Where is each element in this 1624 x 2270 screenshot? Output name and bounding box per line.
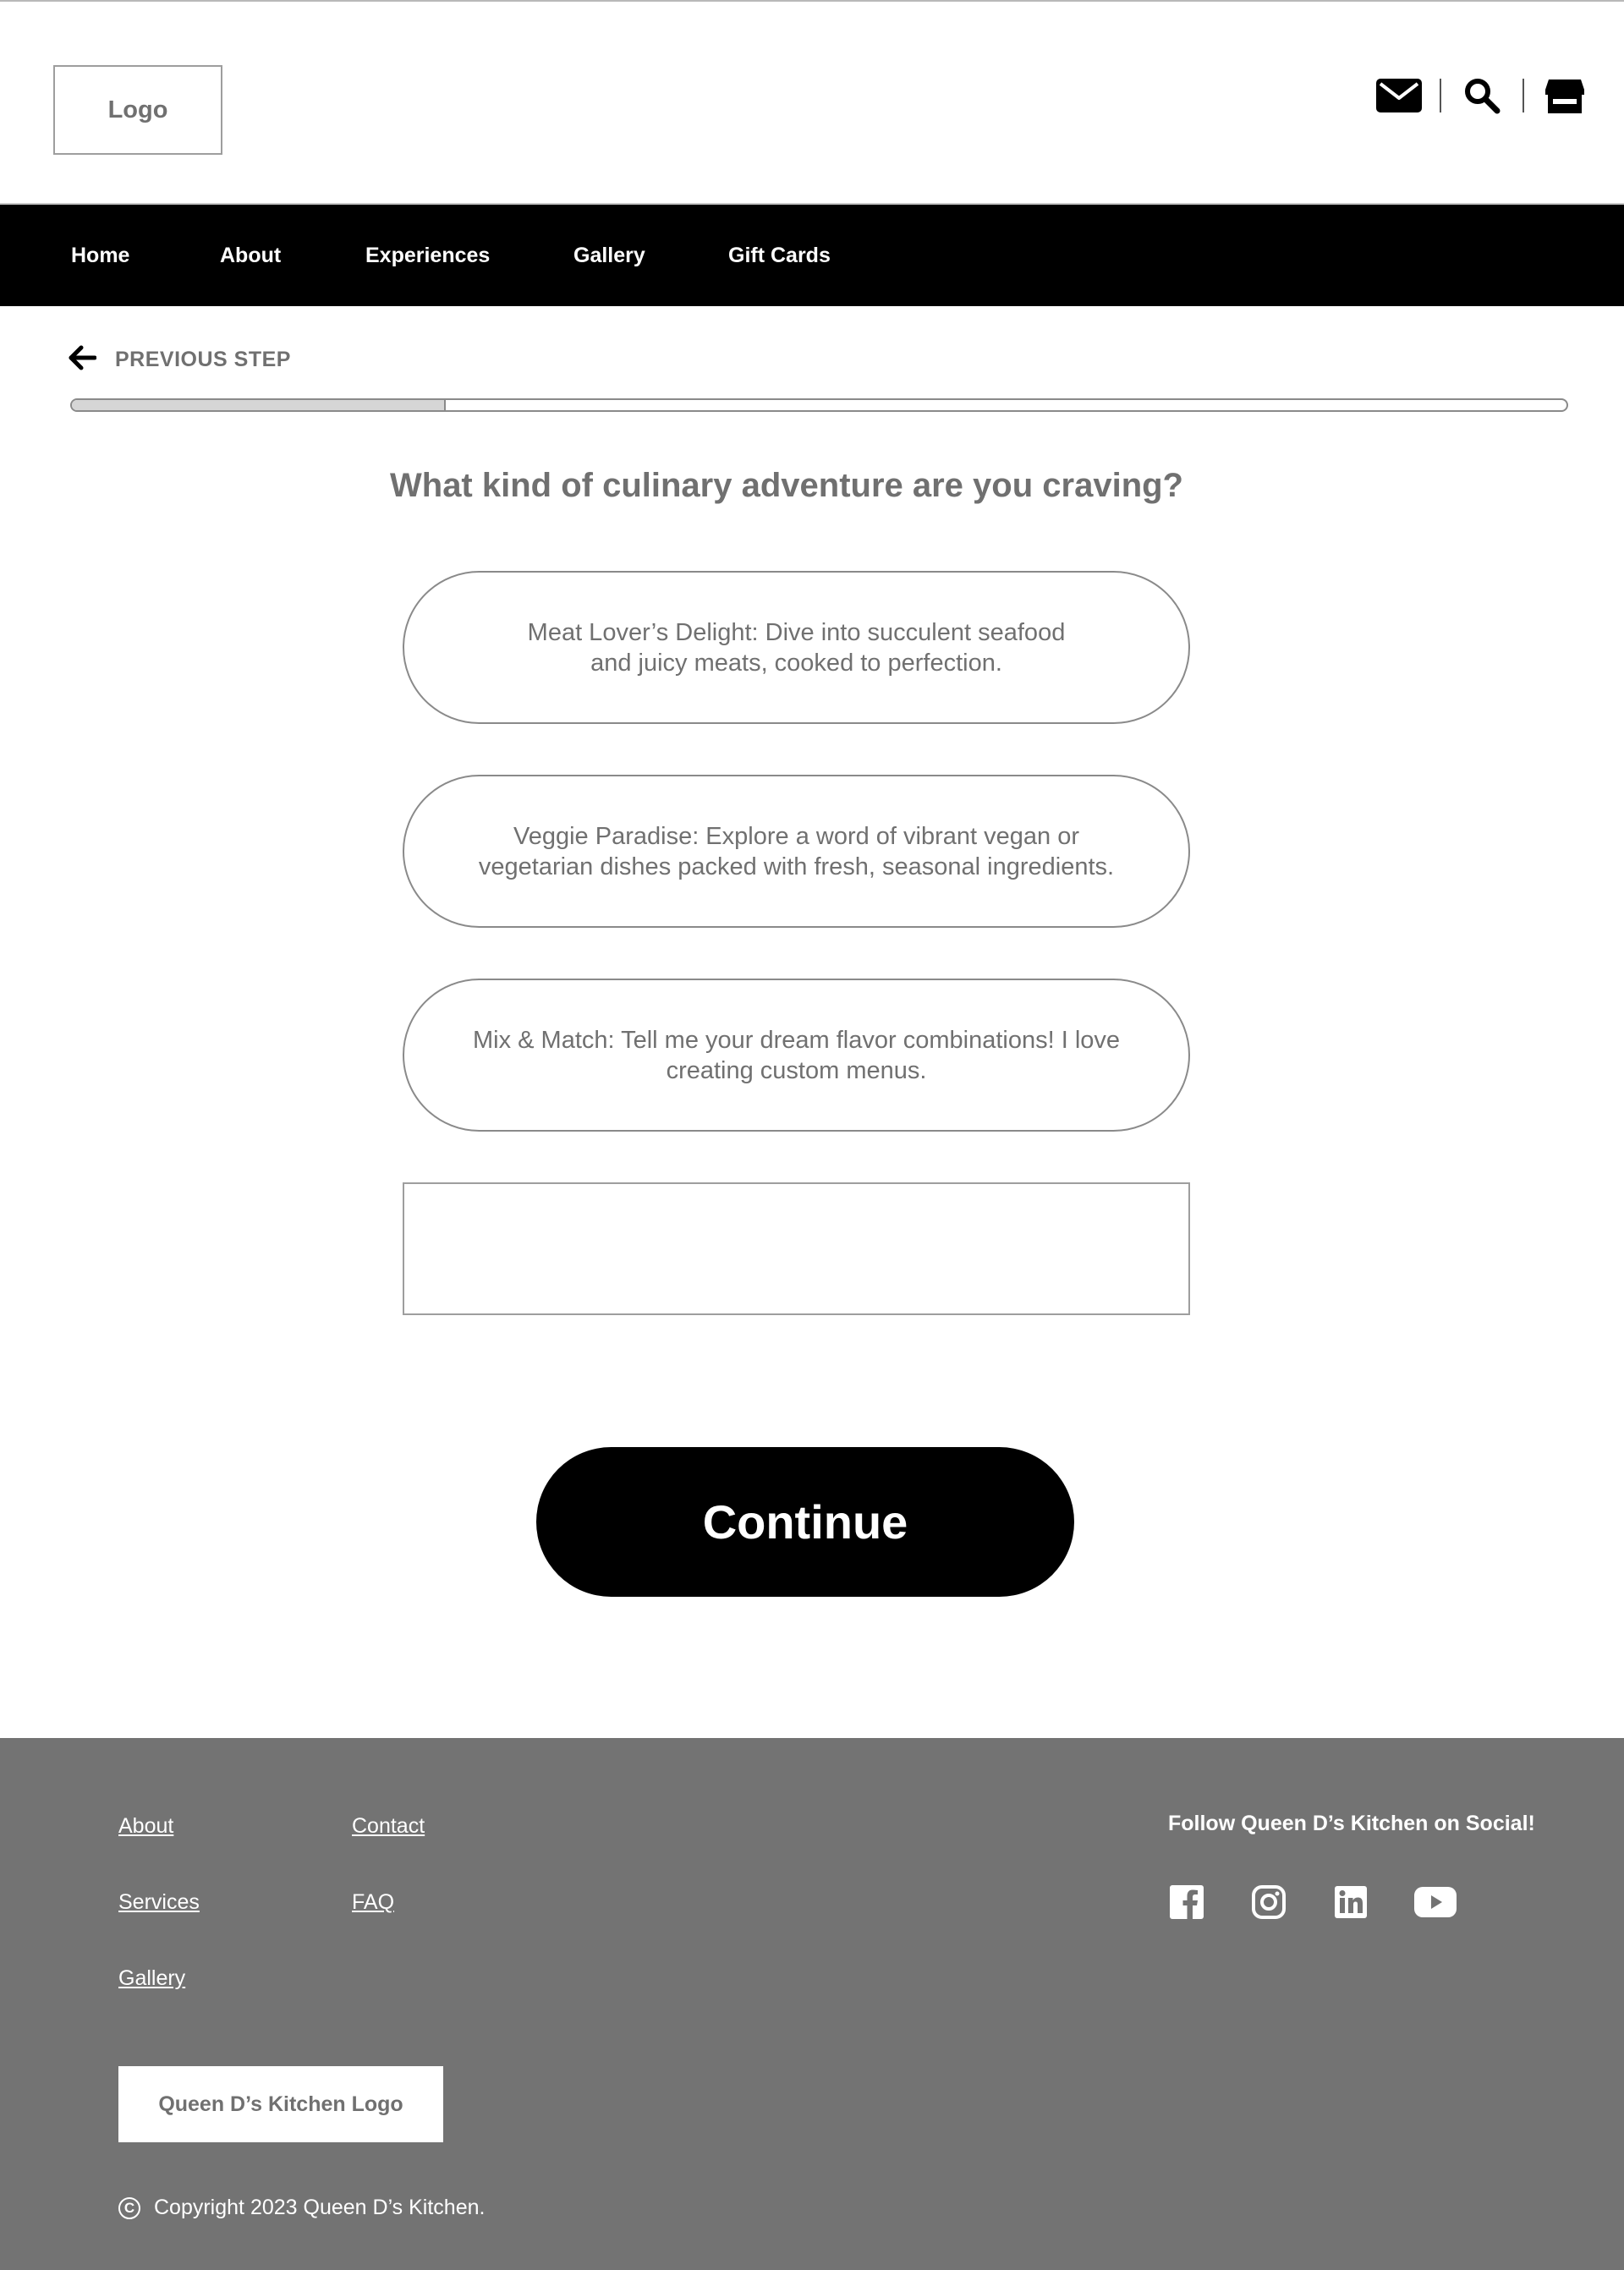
question-title: What kind of culinary adventure are you craving? [390,467,1183,504]
footer-link-faq[interactable]: FAQ [352,1890,395,1914]
store-icon[interactable] [1541,76,1588,115]
search-icon[interactable] [1458,76,1506,115]
header-separator [1440,79,1441,112]
option-text-line: Mix & Match: Tell me your dream flavor combinations! I love [472,1026,1121,1054]
progress-bar [70,398,1568,412]
site-header [0,2,1624,205]
facebook-icon[interactable] [1168,1883,1205,1921]
footer-link-services[interactable]: Services [118,1890,200,1914]
nav-home[interactable]: Home [71,244,130,267]
social-heading: Follow Queen D’s Kitchen on Social! [1168,1812,1535,1835]
nav-gift-cards[interactable]: Gift Cards [728,244,831,267]
social-icons [1168,1883,1501,1921]
custom-preference-input[interactable] [403,1182,1190,1315]
footer-link-gallery[interactable]: Gallery [118,1966,186,1990]
option-text-line: and juicy meats, cooked to perfection. [590,649,1002,677]
previous-step-label: PREVIOUS STEP [115,347,291,371]
previous-step-link[interactable] [68,343,291,376]
option-meat-lovers[interactable] [403,571,1190,724]
nav-gallery[interactable]: Gallery [573,244,645,267]
option-mix-and-match[interactable] [403,979,1190,1132]
option-text-line: Veggie Paradise: Explore a word of vibrant vegan or [513,822,1079,850]
copyright [118,2196,485,2220]
continue-button[interactable]: Continue [536,1447,1074,1597]
option-text-line: creating custom menus. [666,1056,927,1084]
nav-about[interactable]: About [220,244,282,267]
copyright-text: Copyright 2023 Queen D’s Kitchen. [154,2196,486,2219]
option-veggie-paradise[interactable] [403,775,1190,928]
linkedin-icon[interactable] [1332,1883,1369,1921]
footer-link-contact[interactable]: Contact [352,1814,425,1838]
main-nav [0,205,1624,306]
option-text-line: Meat Lover’s Delight: Dive into succulent seafood [527,618,1066,646]
logo[interactable]: Logo [53,65,222,155]
progress-bar-fill [72,400,446,410]
nav-experiences[interactable]: Experiences [365,244,491,267]
footer-logo[interactable]: Queen D’s Kitchen Logo [118,2066,443,2142]
header-icon-group [1375,74,1588,117]
copyright-icon: C [118,2197,140,2219]
arrow-left-icon [68,345,96,375]
option-text-line: vegetarian dishes packed with fresh, seasonal ingredients. [478,853,1115,880]
header-separator [1522,79,1524,112]
instagram-icon[interactable] [1250,1883,1287,1921]
youtube-icon[interactable] [1414,1883,1457,1921]
footer-link-about[interactable]: About [118,1814,174,1838]
mail-icon[interactable] [1375,76,1423,115]
site-footer [0,1738,1624,2270]
